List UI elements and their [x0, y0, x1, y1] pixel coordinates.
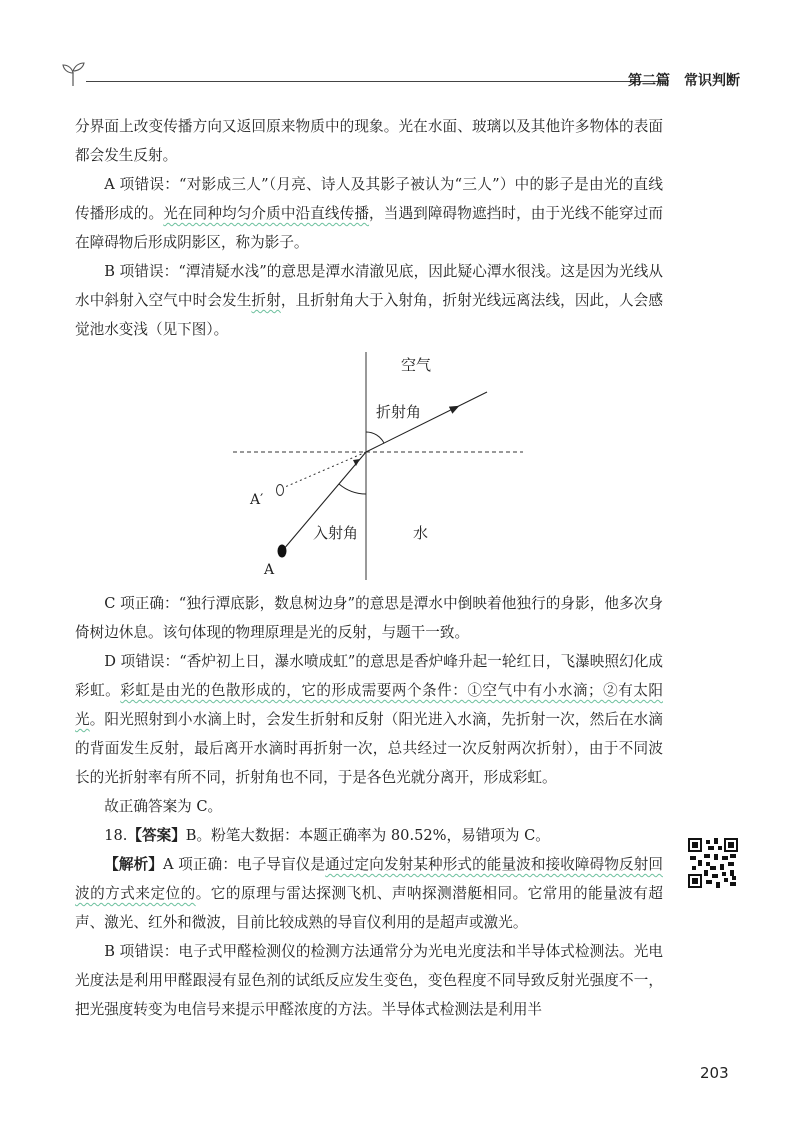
refraction-angle-arc	[366, 432, 384, 443]
option-a-text-cont: ，当遇到障碍物遮挡时，由于光线不能穿过而在障碍物后形成阴影区，称为影子。	[75, 205, 663, 251]
label-incidence-angle: 入射角	[313, 524, 359, 542]
page-number: 203	[700, 1064, 729, 1082]
label-water: 水	[413, 524, 429, 542]
sprout-icon	[60, 58, 86, 88]
label-air: 空气	[401, 356, 432, 374]
paragraph-q18-analysis	[75, 850, 663, 937]
label-image-a-prime: A′	[250, 492, 264, 508]
refraction-diagram-svg	[75, 344, 663, 589]
option-b-highlight: 折射	[251, 292, 281, 309]
option-a-text: A 项错误：“对影成三人”（月亮、诗人及其影子被认为“三人”）中的影子是由光的直线传播形成的。	[75, 176, 663, 222]
header-rule	[86, 81, 666, 82]
virtual-ray	[285, 452, 366, 487]
paragraph-option-d	[75, 647, 663, 792]
refraction-diagram	[75, 344, 663, 589]
incidence-angle-arc	[339, 484, 366, 494]
page-body	[75, 112, 663, 1024]
qr-code-icon[interactable]	[688, 838, 738, 888]
chapter-title: 第二篇 常识判断	[628, 73, 740, 89]
incident-ray-arrow	[353, 459, 360, 466]
paragraph-reflection-def: 分界面上改变传播方向又返回原来物质中的现象。光在水面、玻璃以及其他许多物体的表面都会发生反射。	[75, 118, 663, 164]
label-object-a: A	[264, 562, 275, 578]
option-d-text-cont: 。阳光照射到小水滴上时，会发生折射和反射（阳光进入水滴，先折射一次，然后在水滴的背面发生反射，最后离开水滴时再折射一次，总共经过一次反射两次折射），由于不同波长的光折射率有所不同，折射角也不同，于是各色光就分离开，形成彩虹。	[75, 711, 663, 786]
paragraph-conclusion: 故正确答案为 C。	[104, 798, 223, 815]
option-d-text: D 项错误：“香炉初上日，瀑水喷成虹”的意思是香炉峰升起一轮红日，飞瀑映照幻化成彩虹。	[75, 653, 663, 699]
analysis-tag: 【解析】	[104, 856, 163, 873]
option-d-highlight: 彩虹是由光的色散形成的，它的形成需要两个条件：①空气中有小水滴；②有太阳光	[75, 682, 663, 728]
option-a-highlight: 光在同种均匀介质中沿直线传播	[163, 205, 370, 222]
page-header	[60, 58, 740, 92]
analysis-text: A 项正确：电子导盲仪是	[162, 856, 326, 873]
paragraph-q18-option-b: B 项错误：电子式甲醛检测仪的检测方法通常分为光电光度法和半导体式检测法。光电光度法是利用甲醛跟浸有显色剂的试纸反应发生变色，变色程度不同导致反射光强度不一，把光强度转变为电信号来提示甲醛浓度的方法。半导体式检测法是利用半	[75, 943, 663, 1018]
paragraph-option-b	[75, 257, 663, 344]
option-b-text: B 项错误：“潭清疑水浅”的意思是潭水清澈见底，因此疑心潭水很浅。这是因为光线从水中斜射入空气中时会发生	[75, 263, 663, 309]
q18-number: 18.	[104, 827, 128, 844]
paragraph-option-a	[75, 170, 663, 257]
analysis-text-cont: 。它的原理与雷达探测飞机、声呐探测潜艇相同。它常用的能量波有超声、激光、红外和微波，目前比较成熟的导盲仪利用的是超声或激光。	[75, 885, 663, 931]
label-refraction-angle: 折射角	[376, 403, 422, 421]
answer-tag: 【答案】	[127, 827, 186, 844]
image-a-prime-dot	[277, 485, 284, 496]
object-a-dot	[278, 545, 287, 558]
paragraph-option-c: C 项正确：“独行潭底影，数息树边身”的意思是潭水中倒映着他独行的身影，他多次身倚树边休息。该句体现的物理原理是光的反射，与题干一致。	[75, 595, 663, 641]
option-b-text-cont: ，且折射角大于入射角，折射光线远离法线，因此，人会感觉池水变浅（见下图）。	[75, 292, 663, 338]
paragraph-q18-answer	[75, 821, 663, 850]
answer-text: B。粉笔大数据：本题正确率为 80.52%，易错项为 C。	[185, 827, 550, 844]
analysis-highlight: 通过定向发射某种形式的能量波和接收障碍物反射回波的方式来定位的	[75, 856, 663, 902]
